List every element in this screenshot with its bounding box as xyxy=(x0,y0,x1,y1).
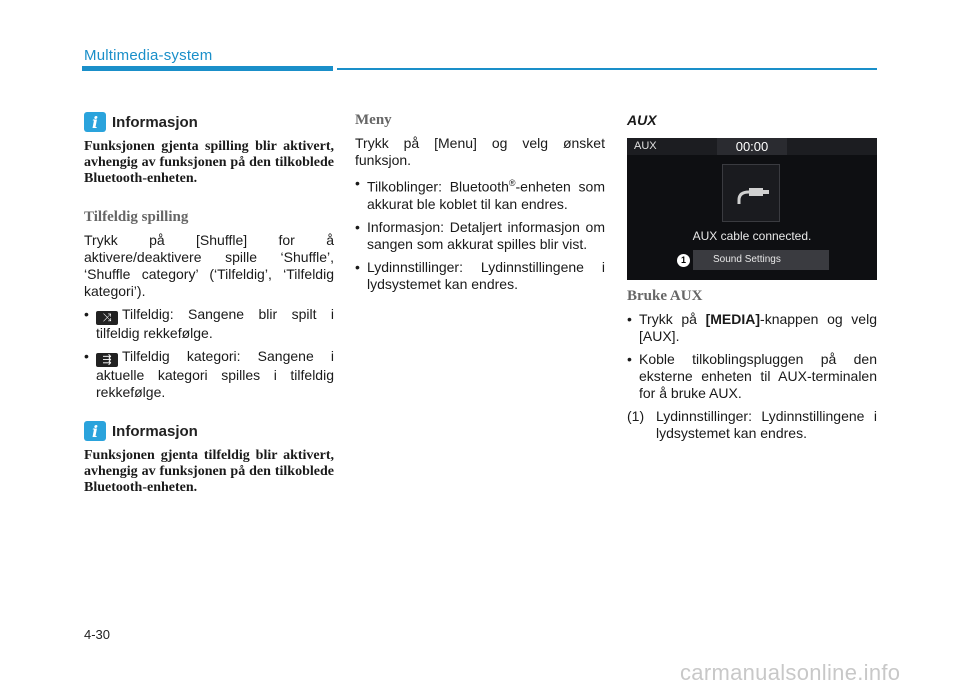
list-item xyxy=(627,351,877,402)
aux-jack-icon xyxy=(722,164,780,222)
list-item xyxy=(84,306,334,342)
info-icon: i xyxy=(84,421,106,441)
bruke-aux-heading: Bruke AUX xyxy=(627,288,703,304)
list-item-text: Koble tilkoblingspluggen på den eksterne enheten til AUX-terminalen for å bruke AUX. xyxy=(639,351,877,401)
column-left xyxy=(84,112,334,496)
info-title: Informasjon xyxy=(112,113,198,131)
aux-title: AUX xyxy=(627,112,657,128)
list-item-text: Informasjon: Detaljert informasjon om sangen som akkurat spilles blir vist. xyxy=(367,218,605,252)
page-number: 4-30 xyxy=(84,627,111,642)
item-number: (1) xyxy=(627,408,645,424)
list-item-text: Lydinnstillinger: Lydinnstillingene i lydsystemet kan endres. xyxy=(367,258,605,292)
sound-settings-button[interactable]: Sound Settings xyxy=(693,250,829,270)
column-middle xyxy=(355,112,605,293)
header-rule-thick xyxy=(82,66,333,71)
menu-body: Trykk på [Menu] og velg ønsket funksjon. xyxy=(355,135,605,168)
connection-status: AUX cable connected. xyxy=(692,229,812,243)
shuffle-category-icon: ⇶ xyxy=(96,353,118,367)
info-title: Informasjon xyxy=(112,422,198,440)
shuffle-icon: ⤨ xyxy=(96,311,118,325)
numbered-item xyxy=(627,408,877,442)
screen-clock: 00:00 xyxy=(735,139,769,154)
info-text: Funksjonen gjenta spilling blir aktivert, avhengig av funksjonen på den tilkoblede Bluetooth-enheten. xyxy=(84,139,334,186)
header-rule-thin xyxy=(337,68,877,70)
list-item-text: Tilkoblinger: Bluetooth xyxy=(367,178,509,195)
numbered-item-text: Lydinnstillinger: Lydinnstillingene i lydsystemet kan endres. xyxy=(656,408,877,441)
registered-mark: ® xyxy=(508,178,516,188)
section-title: Multimedia-system xyxy=(84,47,213,64)
list-item-text: Tilfeldig kategori: Sangene i aktuelle kategori spilles i tilfeldig rekkefølge. xyxy=(96,348,334,400)
column-right xyxy=(627,112,877,442)
list-item-text: -knappen og velg [AUX]. xyxy=(639,311,877,344)
aux-list xyxy=(627,311,877,402)
menu-heading: Meny xyxy=(355,112,392,128)
info-text: Funksjonen gjenta tilfeldig blir aktivert, avhengig av funksjonen på den tilkoblede Bluetooth-enheten. xyxy=(84,448,334,495)
list-item xyxy=(84,348,334,401)
list-item-text: Tilfeldig: Sangene blir spilt i tilfeldig rekkefølge. xyxy=(96,306,334,341)
list-item xyxy=(355,219,605,253)
info-icon: i xyxy=(84,112,106,132)
list-item-text: -enheten som akkurat ble koblet til kan endres. xyxy=(367,178,605,212)
screen-mode-label: AUX xyxy=(634,140,657,152)
menu-list xyxy=(355,175,605,293)
callout-marker: 1 xyxy=(677,254,690,267)
info-heading xyxy=(84,112,334,132)
shuffle-body: Trykk på [Shuffle] for å aktivere/deaktivere spille ‘Shuffle’, ‘Shuffle category’ (‘Tilfeldig’, ‘Tilfeldig kategori’). xyxy=(84,232,334,299)
info-heading xyxy=(84,421,334,441)
list-item xyxy=(355,259,605,293)
media-key-label: [MEDIA] xyxy=(705,311,761,327)
list-item xyxy=(627,311,877,345)
list-item xyxy=(355,175,605,213)
shuffle-heading: Tilfeldig spilling xyxy=(84,209,189,225)
aux-screen xyxy=(627,138,877,280)
shuffle-list xyxy=(84,306,334,401)
watermark: carmanualsonline.info xyxy=(680,660,901,685)
list-item-text: Trykk på xyxy=(639,311,706,327)
